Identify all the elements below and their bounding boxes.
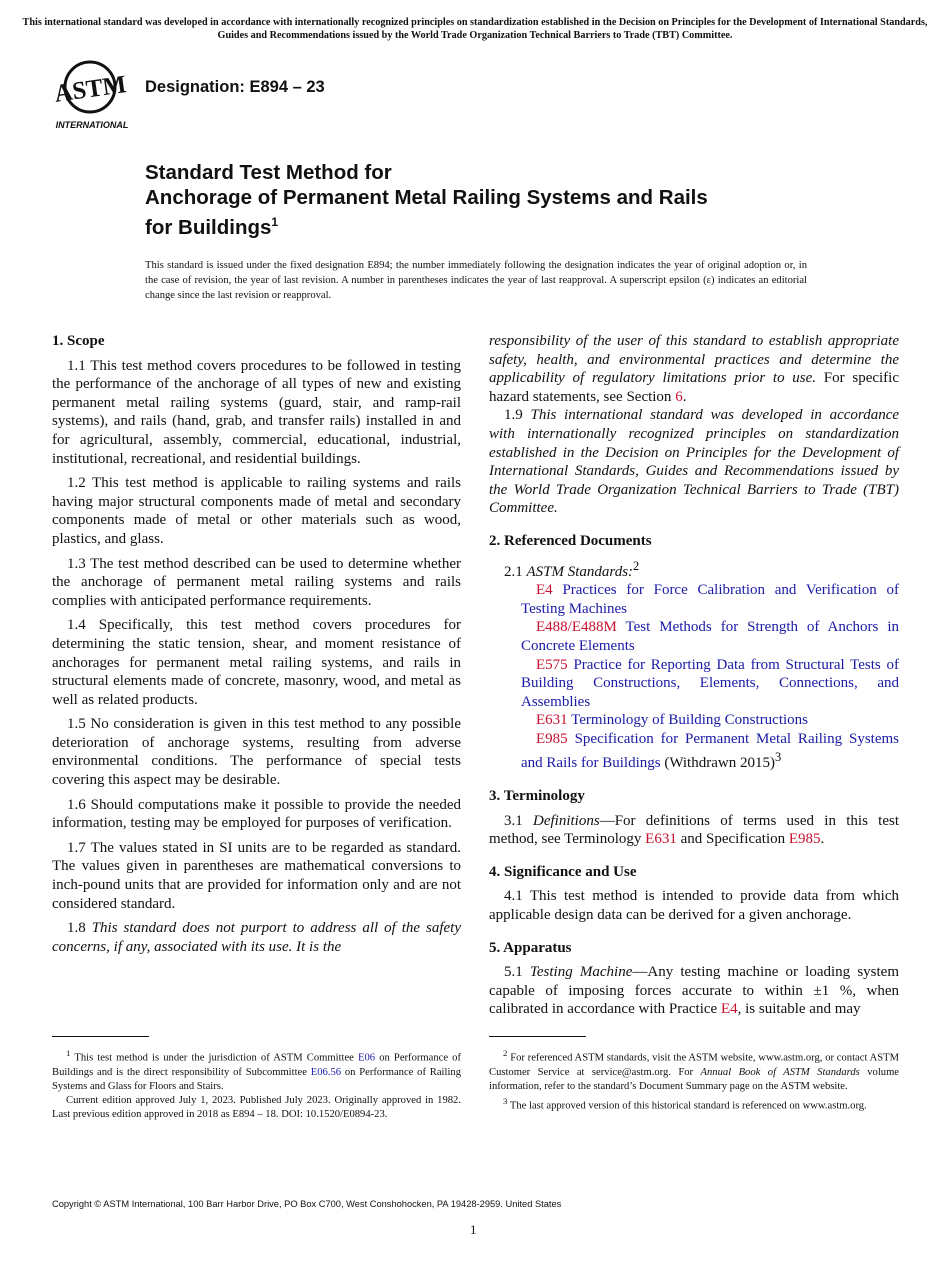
e06-56-link[interactable]: E06.56 bbox=[310, 1066, 342, 1078]
footnote-rule-right bbox=[489, 1036, 586, 1037]
e631-link[interactable]: E631 bbox=[645, 831, 677, 848]
copyright-footer: Copyright © ASTM International, 100 Barr Harbor Drive, PO Box C700, West Conshohocken, PA 19428-2959. United States bbox=[52, 1199, 562, 1209]
para-1-2: 1.2 This test method is applicable to railing systems and rails having major structural components made of metal and secondary components made of metal or other materials such as wood, plastics, and glass. bbox=[52, 475, 461, 547]
reference-item-e631[interactable]: E631 Terminology of Building Constructions bbox=[536, 712, 809, 729]
para-1-8: 1.8 This standard does not purport to address all of the safety concerns, if any, associated with its use. It is the bbox=[52, 920, 462, 955]
footnotes-left bbox=[52, 1046, 461, 1123]
title-footnote-mark: 1 bbox=[271, 215, 279, 229]
reference-item-e4[interactable]: E4 Practices for Force Calibration and Verification of Testing Machines bbox=[521, 582, 899, 617]
section-significance-heading: 4. Significance and Use bbox=[489, 863, 637, 880]
reference-item-e985[interactable]: E985 Specification for Permanent Metal Railing Systems and Rails for Buildings (Withdrawn 2015)$^3$ bbox=[521, 730, 900, 772]
issue-statement: This standard is issued under the fixed designation E894; the number immediately following the designation indicates the year of original adoption or, in the case of revision, the year of last revision. A number in parentheses indicates the year of last reapproval. A superscript epsilon (ε) indicates an editorial change since the last revision or reapproval. bbox=[145, 260, 807, 301]
e4-link[interactable]: E4 bbox=[720, 1001, 738, 1018]
reference-item-e488[interactable]: E488/E488M Test Methods for Strength of Anchors in Concrete Elements bbox=[521, 619, 899, 654]
para-1-5: 1.5 No consideration is given in this test method to any possible deterioration of anchorage systems, resulting from adverse environmental conditions. The performance of special tests covering this aspect may be desirable. bbox=[52, 716, 461, 789]
section-6-link[interactable]: 6 bbox=[675, 388, 683, 405]
title-line-3: for Buildings$^1$ bbox=[145, 215, 279, 239]
left-column bbox=[52, 332, 461, 956]
e985-link[interactable]: E985 bbox=[788, 831, 821, 848]
approval-note: Current edition approved July 1, 2023. Published July 2023. Originally approved in 1982. Last previous edition approved in 2018 as E894 – 18. DOI: 10.1520/E0894-23. bbox=[52, 1095, 461, 1121]
logo-subtext: INTERNATIONAL bbox=[55, 120, 129, 130]
para-1-4: 1.4 Specifically, this test method covers procedures for determining the static tension, shear, and moment resistance of anchorages for permanent metal railing systems, and rails in structural elements made of concrete, masonry, wood, and metal as well as related products. bbox=[52, 617, 461, 708]
page-number: 1 bbox=[470, 1222, 477, 1237]
tbt-notice: This international standard was developed in accordance with internationally recognized principles on standardization established in the Decision on Principles for the Development of International Standards, Guides and Recommendations issued by the World Trade Organization Technical Barriers to Trade (TBT) Committee. bbox=[22, 17, 928, 41]
designation: Designation: E894 – 23 bbox=[145, 78, 325, 96]
para-3-1: 3.1 Definitions—For definitions of terms used in this test method, see Terminology E631 and Specification E985. bbox=[489, 812, 900, 848]
footnote-rule-left bbox=[52, 1036, 149, 1037]
right-column bbox=[489, 332, 899, 1019]
logo-text: ASTM bbox=[52, 71, 128, 108]
para-5-1: 5.1 Testing Machine—Any testing machine or loading system capable of imposing forces accurate to within ±1 %, when calibrated in accordance with Practice E4, is suitable and may bbox=[489, 964, 900, 1018]
para-1-3: 1.3 The test method described can be used to determine whether the anchorage of permanent metal railing systems and rails complies with anticipated performance requirements. bbox=[52, 555, 461, 609]
footnotes-right bbox=[489, 1046, 899, 1114]
footnote-1: $^1$ This test method is under the jurisdiction of ASTM Committee E06 on Performance of Buildings and is the direct responsibility of Subcommittee E06.56 on Performance of Railing Systems and Glass for Floors and Stairs. bbox=[52, 1048, 461, 1092]
title-line-1: Standard Test Method for bbox=[145, 161, 392, 184]
para-2-1: 2.1 ASTM Standards:$^2$ bbox=[504, 558, 640, 580]
astm-logo bbox=[52, 56, 136, 132]
para-1-7: 1.7 The values stated in SI units are to be regarded as standard. The values given in parentheses are mathematical conversions to inch-pound units that are provided for information only and are not considered standard. bbox=[52, 839, 461, 912]
para-1-1: 1.1 This test method covers procedures to be followed in testing the performance of the anchorage of all types of new and existing permanent metal railing systems (guard, stair, and ramp-rail systems), and rails (hand, grab, and transfer rails) installed in and for agricultural, assembly, commercial, educational, industrial, institutional, recreational, and residential buildings. bbox=[52, 357, 461, 467]
para-1-9: 1.9 This international standard was developed in accordance with internationally recognized principles on standardization established in the Decision on Principles for the Development of International Standards, Guides and Recommendations issued by the World Trade Organization Technical Barriers to Trade (TBT) Committee. bbox=[489, 407, 900, 517]
section-scope-heading: 1. Scope bbox=[52, 333, 105, 349]
e06-link[interactable]: E06 bbox=[358, 1052, 376, 1064]
para-4-1: 4.1 This test method is intended to provide data from which applicable design data can be derived for a given anchorage. bbox=[489, 888, 899, 924]
para-1-8-continued: responsibility of the user of this standard to establish appropriate safety, health, and environmental practices and determine the applicability of regulatory limitations prior to use. For specific hazard statements, see Section 6. bbox=[489, 333, 900, 405]
document-title bbox=[145, 160, 708, 240]
reference-item-e575[interactable]: E575 Practice for Reporting Data from Structural Tests of Building Constructions, Elements, Connections, and Assemblies bbox=[521, 656, 900, 710]
footnote-3: $^3$ The last approved version of this historical standard is referenced on www.astm.org. bbox=[503, 1096, 867, 1112]
section-references-heading: 2. Referenced Documents bbox=[489, 532, 652, 549]
reference-list bbox=[489, 581, 899, 773]
section-apparatus-heading: 5. Apparatus bbox=[489, 939, 572, 956]
section-terminology-heading: 3. Terminology bbox=[489, 788, 585, 805]
footnote-2: $^2$ For referenced ASTM standards, visit the ASTM website, www.astm.org, or contact ASTM Customer Service at service@astm.org. For Annual Book of ASTM Standards volume information, refer to the standard’s Document Summary page on the ASTM website. bbox=[489, 1048, 900, 1092]
title-line-2: Anchorage of Permanent Metal Railing Systems and Rails bbox=[145, 186, 708, 209]
para-1-6: 1.6 Should computations make it possible to provide the needed information, testing may be employed for purposes of verification. bbox=[52, 796, 461, 832]
